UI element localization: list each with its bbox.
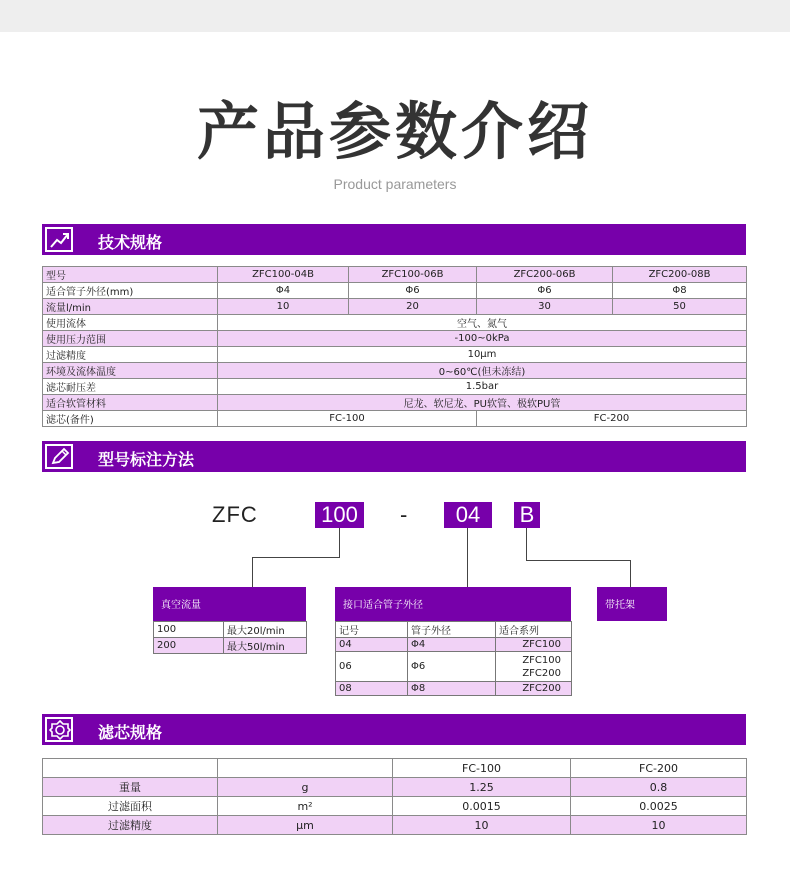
port-code: 08 bbox=[336, 682, 408, 696]
connector-line bbox=[252, 557, 253, 587]
flow-value: 最大20l/min bbox=[224, 622, 307, 638]
spec-cell: 30 bbox=[477, 299, 613, 315]
table-row bbox=[336, 682, 572, 696]
port-diameter: Φ6 bbox=[408, 652, 496, 682]
port-code: 06 bbox=[336, 652, 408, 682]
table-row bbox=[43, 411, 747, 427]
page-title: 产品参数介绍 bbox=[196, 95, 593, 168]
table-row bbox=[43, 816, 747, 835]
flow-header-box: 真空流量 bbox=[153, 587, 306, 621]
section-bar-spec bbox=[42, 224, 746, 255]
spec-cell: FC-200 bbox=[477, 411, 747, 427]
filter-label: 过滤面积 bbox=[43, 797, 218, 816]
spec-cell: 20 bbox=[349, 299, 477, 315]
spec-cell: ZFC100-06B bbox=[349, 267, 477, 283]
pencil-icon bbox=[45, 444, 73, 469]
spec-cell: Φ4 bbox=[218, 283, 349, 299]
port-code: 04 bbox=[336, 638, 408, 652]
spec-cell: 10 bbox=[218, 299, 349, 315]
table-row bbox=[43, 299, 747, 315]
table-row bbox=[336, 638, 572, 652]
port-diameter: Φ8 bbox=[408, 682, 496, 696]
table-row bbox=[336, 652, 572, 682]
gear-frame-icon bbox=[45, 717, 73, 742]
port-table bbox=[335, 621, 572, 696]
spec-cell: 10μm bbox=[218, 347, 747, 363]
port-series: ZFC200 bbox=[496, 682, 572, 696]
connector-line bbox=[252, 557, 340, 558]
spec-cell: ZFC100-04B bbox=[218, 267, 349, 283]
page-subtitle: Product parameters bbox=[333, 176, 457, 192]
flow-code: 200 bbox=[154, 638, 224, 654]
filter-header bbox=[43, 759, 218, 778]
table-row bbox=[43, 331, 747, 347]
filter-value: 1.25 bbox=[393, 778, 571, 797]
port-series: ZFC100 bbox=[496, 638, 572, 652]
spec-cell: Φ8 bbox=[613, 283, 747, 299]
port-series: ZFC100 ZFC200 bbox=[496, 652, 572, 682]
table-row bbox=[336, 622, 572, 638]
spec-label: 使用流体 bbox=[43, 315, 218, 331]
filter-header bbox=[218, 759, 393, 778]
spec-cell: 1.5bar bbox=[218, 379, 747, 395]
filter-label: 重量 bbox=[43, 778, 218, 797]
flow-value: 最大50l/min bbox=[224, 638, 307, 654]
spec-label: 适合软管材料 bbox=[43, 395, 218, 411]
spec-label: 使用压力范围 bbox=[43, 331, 218, 347]
port-header: 记号 bbox=[336, 622, 408, 638]
filter-value: 10 bbox=[571, 816, 747, 835]
spec-cell: 50 bbox=[613, 299, 747, 315]
spec-label: 流量l/min bbox=[43, 299, 218, 315]
model-size-box: 100 bbox=[315, 502, 364, 528]
port-header: 适合系列 bbox=[496, 622, 572, 638]
spec-cell: 0~60℃(但未冻结) bbox=[218, 363, 747, 379]
filter-value: 0.8 bbox=[571, 778, 747, 797]
connector-line bbox=[526, 560, 631, 561]
filter-value: 0.0025 bbox=[571, 797, 747, 816]
spec-cell: Φ6 bbox=[349, 283, 477, 299]
spec-cell: ZFC200-08B bbox=[613, 267, 747, 283]
trend-chart-icon bbox=[45, 227, 73, 252]
filter-header: FC-200 bbox=[571, 759, 747, 778]
table-row bbox=[43, 759, 747, 778]
table-row bbox=[154, 622, 307, 638]
table-row bbox=[43, 363, 747, 379]
spec-label: 滤芯(备件) bbox=[43, 411, 218, 427]
port-header-box: 接口适合管子外径 bbox=[335, 587, 571, 621]
section-title-spec: 技术规格 bbox=[98, 233, 163, 252]
filter-value: 10 bbox=[393, 816, 571, 835]
filter-unit: μm bbox=[218, 816, 393, 835]
section-bar-filter bbox=[42, 714, 746, 745]
section-bar-model bbox=[42, 441, 746, 472]
port-diameter: Φ4 bbox=[408, 638, 496, 652]
spec-label: 环境及流体温度 bbox=[43, 363, 218, 379]
model-port-box: 04 bbox=[444, 502, 492, 528]
spec-cell: ZFC200-06B bbox=[477, 267, 613, 283]
flow-code: 100 bbox=[154, 622, 224, 638]
filter-unit: m² bbox=[218, 797, 393, 816]
spec-cell: FC-100 bbox=[218, 411, 477, 427]
section-title-filter: 滤芯规格 bbox=[98, 723, 163, 742]
table-row bbox=[43, 315, 747, 331]
table-row bbox=[43, 283, 747, 299]
bracket-box: 带托架 bbox=[597, 587, 667, 621]
connector-line bbox=[526, 528, 527, 561]
spec-cell: 空气、氮气 bbox=[218, 315, 747, 331]
model-suffix-box: B bbox=[514, 502, 540, 528]
table-row bbox=[154, 638, 307, 654]
connector-line bbox=[630, 560, 631, 587]
table-row bbox=[43, 379, 747, 395]
spec-label: 滤芯耐压差 bbox=[43, 379, 218, 395]
table-row bbox=[43, 267, 747, 283]
flow-table bbox=[153, 621, 307, 654]
filter-label: 过滤精度 bbox=[43, 816, 218, 835]
filter-value: 0.0015 bbox=[393, 797, 571, 816]
filter-unit: g bbox=[218, 778, 393, 797]
table-row bbox=[43, 347, 747, 363]
top-band bbox=[0, 0, 790, 32]
model-dash: - bbox=[400, 502, 409, 527]
table-row bbox=[43, 797, 747, 816]
spec-cell: -100~0kPa bbox=[218, 331, 747, 347]
spec-label: 适合管子外径(mm) bbox=[43, 283, 218, 299]
filter-header: FC-100 bbox=[393, 759, 571, 778]
port-header: 管子外径 bbox=[408, 622, 496, 638]
spec-cell: 尼龙、软尼龙、PU软管、极软PU管 bbox=[218, 395, 747, 411]
connector-line bbox=[339, 528, 340, 558]
connector-line bbox=[467, 528, 468, 587]
section-title-model: 型号标注方法 bbox=[98, 450, 195, 469]
model-prefix: ZFC bbox=[212, 502, 258, 527]
filter-table bbox=[42, 758, 747, 835]
spec-label: 型号 bbox=[43, 267, 218, 283]
spec-label: 过滤精度 bbox=[43, 347, 218, 363]
spec-cell: Φ6 bbox=[477, 283, 613, 299]
table-row bbox=[43, 395, 747, 411]
table-row bbox=[43, 778, 747, 797]
spec-table bbox=[42, 266, 747, 427]
